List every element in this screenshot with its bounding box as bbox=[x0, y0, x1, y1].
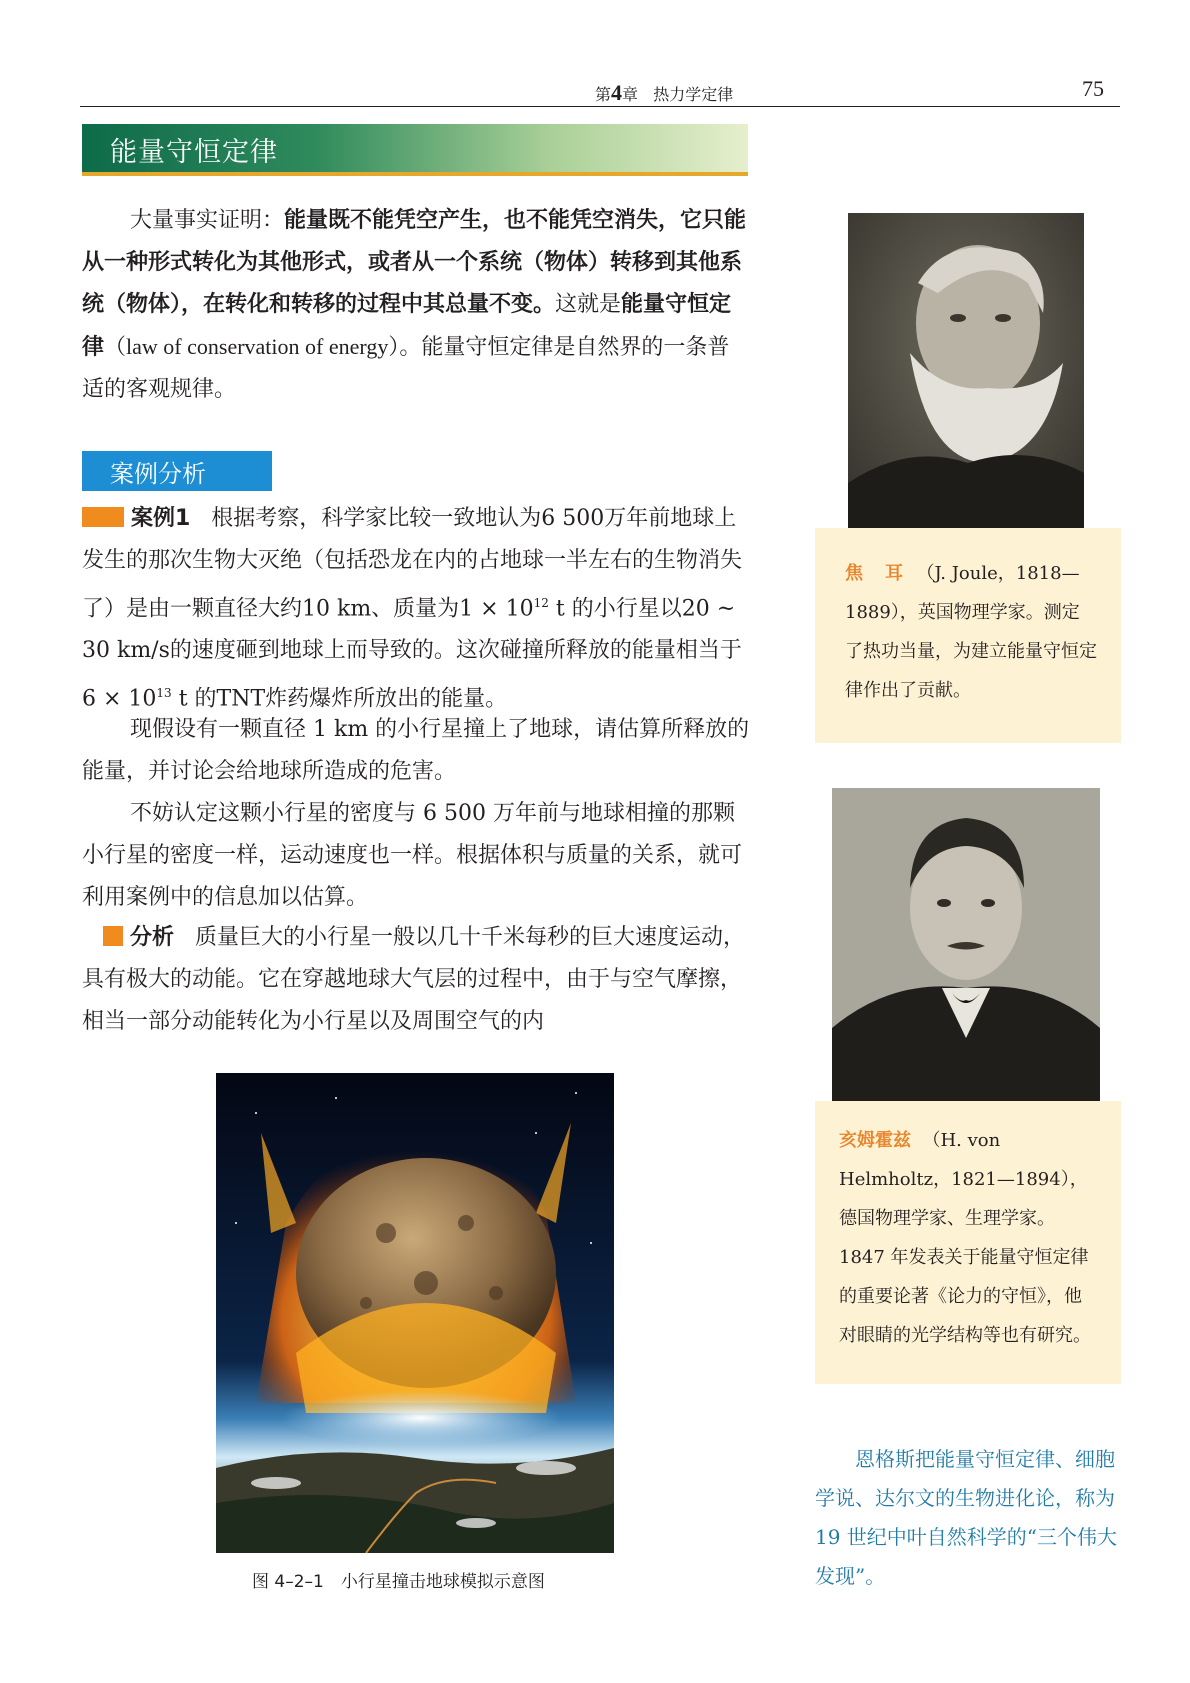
case-text-a: 根据考察，科学家比较一致地认为6 500万年前地球上发生的那次生物大灭绝（包括恐龙在内的占地球一半左右的生物消失了）是由一颗直径大约10 km、质量为1 × 10 bbox=[82, 506, 743, 622]
joule-portrait-image bbox=[848, 213, 1084, 528]
chapter-suffix: 章 bbox=[622, 85, 639, 104]
helmholtz-info-box bbox=[815, 1101, 1121, 1384]
analysis-marker bbox=[103, 926, 123, 946]
intro-lead: 大量事实证明： bbox=[130, 208, 285, 233]
intro-law-statement: 能量既不能凭空产生，也不能凭空消失，它只能从一种形式转化为其他形式，或者从一个系统（物体）转移到其他系统（物体），在转化和转移的过程中其总量不变。 bbox=[82, 208, 747, 317]
figure-caption: 图 4–2–1 小行星撞击地球模拟示意图 bbox=[252, 1572, 545, 1592]
intro-text: 这就是 bbox=[555, 292, 622, 317]
chapter-prefix: 第 bbox=[595, 85, 612, 104]
helmholtz-info: （H. von Helmholtz，1821—1894），德国物理学家、生理学家。1847 年发表关于能量守恒定律的重要论著《论力的守恒》，他对眼睛的光学结构等也有研究。 bbox=[839, 1130, 1091, 1346]
joule-name: 焦 耳 bbox=[845, 563, 905, 584]
margin-note-text: 恩格斯把能量守恒定律、细胞学说、达尔文的生物进化论，称为 19 世纪中叶自然科学的“三个伟大发现”。 bbox=[815, 1447, 1118, 1588]
analysis-paragraph bbox=[82, 917, 750, 1043]
law-name: 能量守恒定律 bbox=[82, 292, 732, 360]
joule-info-box bbox=[815, 528, 1121, 743]
exponent-12: 12 bbox=[533, 596, 549, 610]
analysis-label: 分析 bbox=[129, 925, 174, 950]
helmholtz-portrait-image bbox=[832, 788, 1100, 1101]
section-title: 能量守恒定律 bbox=[110, 137, 278, 168]
chapter-title: 热力学定律 bbox=[653, 85, 734, 104]
english-term: law of conservation of energy bbox=[126, 334, 389, 359]
joule-portrait bbox=[848, 213, 1084, 528]
case-marker bbox=[82, 507, 124, 527]
joule-info: （J. Joule，1818—1889），英国物理学家。测定了热功当量，为建立能量守恒定律作出了贡献。 bbox=[845, 563, 1097, 701]
case-paragraph bbox=[82, 498, 750, 721]
case-text-b: t 的小行星以20 ~ 30 km/s的速度砸到地球上而导致的。这次碰撞所释放的能量相当于6 × 10 bbox=[82, 596, 742, 712]
paren-open: （ bbox=[104, 335, 127, 360]
case-label: 案例1 bbox=[131, 506, 191, 531]
helmholtz-name: 亥姆霍兹 bbox=[839, 1130, 911, 1151]
case-text-c: t 的TNT炸药爆炸所放出的能量。 bbox=[171, 686, 508, 712]
joule-caption bbox=[845, 554, 1097, 710]
page-number: 75 bbox=[1082, 76, 1104, 101]
helmholtz-portrait bbox=[832, 788, 1100, 1101]
exponent-13: 13 bbox=[156, 686, 172, 701]
running-header-chapter bbox=[595, 80, 733, 106]
question-paragraph: 现假设有一颗直径 1 km 的小行星撞上了地球，请估算所释放的能量，并讨论会给地球所造成的危害。 bbox=[82, 717, 750, 784]
intro-paragraph bbox=[82, 200, 750, 411]
hint-paragraph: 不妨认定这颗小行星的密度与 6 500 万年前与地球相撞的那颗小行星的密度一样，运动速度也一样。根据体积与质量的关系，就可利用案例中的信息加以估算。 bbox=[82, 801, 743, 910]
margin-note bbox=[815, 1440, 1123, 1596]
asteroid-impact-figure bbox=[216, 1073, 614, 1553]
case-analysis-title: 案例分析 bbox=[110, 460, 206, 488]
header-rule bbox=[80, 106, 1120, 107]
intro-conclusion: ）。能量守恒定律是自然界的一条普适的客观规律。 bbox=[82, 335, 730, 402]
asteroid-impact-illustration bbox=[216, 1073, 614, 1553]
helmholtz-caption bbox=[839, 1121, 1099, 1355]
chapter-number: 4 bbox=[611, 80, 623, 105]
analysis-text: 质量巨大的小行星一般以几十千米每秒的巨大速度运动，具有极大的动能。它在穿越地球大气层的过程中，由于与空气摩擦，相当一部分动能转化为小行星以及周围空气的内 bbox=[82, 925, 745, 1034]
